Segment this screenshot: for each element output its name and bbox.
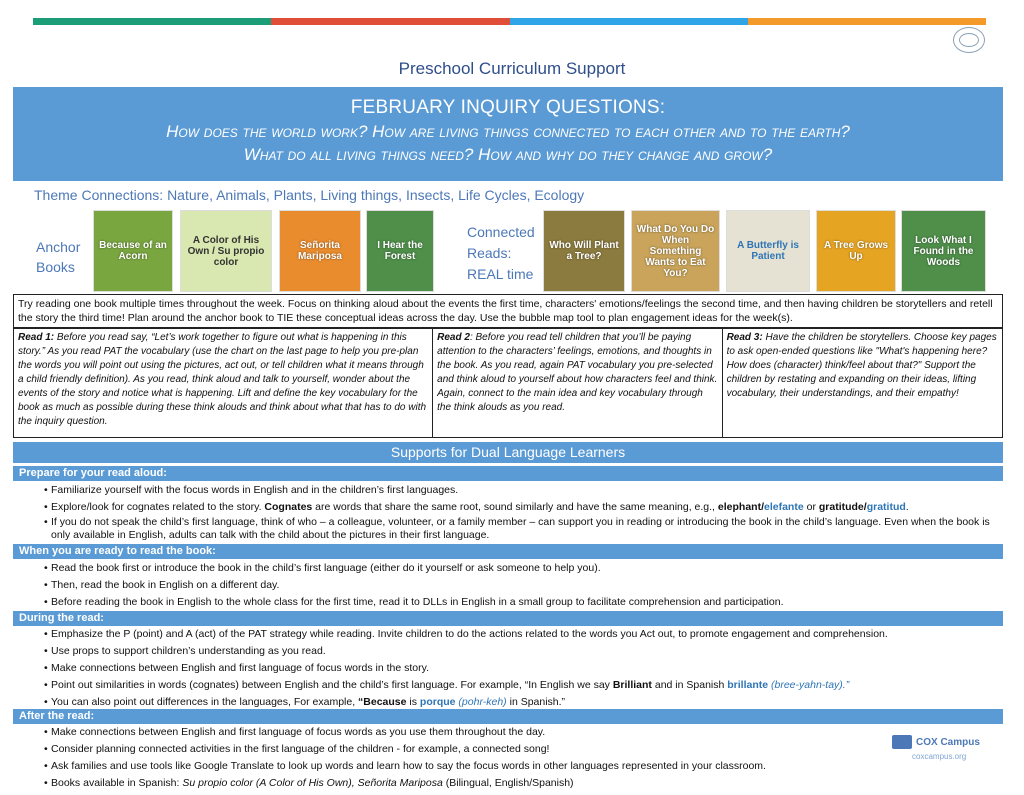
connected-label-line-1: Connected	[467, 224, 535, 240]
book-title: Who Will Plant a Tree?	[549, 240, 619, 262]
book-cover-plant-a-tree	[543, 210, 625, 292]
read-1-cell	[14, 329, 433, 437]
text-segment: Su propio color (A Color of His Own), Señorita Mariposa	[182, 777, 443, 789]
cox-campus-logo-icon	[892, 735, 912, 749]
theme-connections: Theme Connections: Nature, Animals, Plants, Living things, Insects, Life Cycles, Ecology	[34, 187, 585, 203]
text-segment: or	[803, 501, 819, 513]
prepare-header: Prepare for your read aloud:	[13, 466, 1003, 481]
banner-heading: FEBRUARY INQUIRY QUESTIONS:	[350, 97, 666, 118]
list-item	[46, 499, 1001, 516]
list-item: • If you do not speak the child’s first language, think of who – a colleague, volunteer, or a family member – can support you in reading or introducing the book in the child’s language. Even when the book is only available in English, adults can talk with the child about the pictures in their first language.	[46, 516, 1001, 542]
text-segment: and in Spanish	[651, 679, 728, 691]
intro-instructions: Try reading one book multiple times throughout the week. Focus on thinking aloud about the events the first time, characters' emotions/feelings the second time, and then having children be storytellers and retell the story the third time! Plan around the anchor book to TIE these conceptual ideas across the day. Use the bubble map tool to plan engagement ideas for the week(s).	[13, 294, 1003, 328]
list-item: • Read the book first or introduce the book in the child’s first language (either do it yourself or ask someone to help you).	[46, 560, 1001, 577]
logo-text: COX Campus	[916, 736, 980, 748]
read-1-text: Before you read say, “Let’s work together to figure out what is happening in this story.” As you read PAT the vocabulary (use the chart on the last page to help you pre-plan the words you will point out using the pictures, act out, or tell children what it means through a child friendly definition). As you read, think aloud and talk to yourself, wonder about the events of the story and notice what is happening. Lift and define the key vocabulary for the book as much as possible during these think alouds and think about what that has to do with the inquiry question.	[18, 332, 427, 427]
ready-list	[46, 560, 1001, 611]
connected-label-line-2: Reads:	[467, 245, 512, 261]
anchor-label-line-1: Anchor	[36, 239, 81, 255]
during-header: During the read:	[13, 611, 1003, 626]
text-segment: (pohr-keh)	[455, 696, 507, 708]
read-3-cell	[723, 329, 1002, 437]
list-item: • Ask families and use tools like Google Translate to look up words and learn how to say the focus words in other languages represented in your classroom.	[46, 758, 1001, 775]
text-segment: gratitude/	[818, 501, 867, 513]
book-title: Señorita Mariposa	[298, 240, 342, 262]
page-title: Preschool Curriculum Support	[398, 59, 626, 78]
bar-segment-orange	[748, 18, 986, 25]
book-title: What Do You Do When Something Wants to Eat You?	[636, 223, 715, 279]
book-title: Because of an Acorn	[99, 240, 167, 262]
text-segment: in Spanish.”	[506, 696, 566, 708]
list-item	[46, 775, 1001, 792]
school-seal-icon	[953, 27, 985, 53]
read-3-label: Read 3:	[726, 332, 763, 343]
read-3-text: Have the children be storytellers. Choose key pages to ask open-ended questions like "What's happening here? How does (character) think/feel about that?" Support the children by restating and expanding on their ideas, lifting vocabulary, their understandings, and their empathy!	[726, 332, 997, 399]
book-title: A Color of His Own / Su propio color	[187, 234, 265, 268]
text-segment: Explore/look for cognates related to the story.	[51, 501, 265, 513]
book-title: I Hear the Forest	[377, 240, 423, 262]
list-item: • Make connections between English and first language of focus words in the story.	[46, 660, 1001, 677]
list-item: • Make connections between English and first language of focus words as you use them throughout the day.	[46, 724, 1001, 741]
reads-table	[13, 328, 1003, 438]
read-2-cell	[433, 329, 722, 437]
text-segment: brillante	[727, 679, 769, 691]
banner-question-2: What do all living things need? How and why do they change and grow?	[243, 145, 773, 164]
text-segment: Books available in Spanish:	[51, 777, 183, 789]
bar-segment-green	[33, 18, 271, 25]
book-cover-color-of-his-own	[180, 210, 272, 292]
after-list	[46, 724, 1001, 792]
text-segment: Cognates	[264, 501, 313, 513]
text-segment: You can also point out differences in the languages, For example,	[51, 696, 359, 708]
text-segment: “Because	[358, 696, 407, 708]
list-item: • Consider planning connected activities in the first language of the children - for example, a connected song!	[46, 741, 1001, 758]
book-cover-tree-grows-up	[816, 210, 896, 292]
book-cover-hear-the-forest	[366, 210, 434, 292]
connected-reads-label	[467, 222, 535, 285]
list-item: • Then, read the book in English on a different day.	[46, 577, 1001, 594]
book-cover-acorn	[93, 210, 173, 292]
read-2-label: Read 2	[437, 332, 470, 343]
bar-segment-blue	[510, 18, 748, 25]
ready-header: When you are ready to read the book:	[13, 544, 1003, 559]
book-cover-senorita-mariposa	[279, 210, 361, 292]
text-segment: porque	[419, 696, 456, 708]
anchor-books-label	[36, 237, 80, 277]
book-cover-eat-you	[631, 210, 720, 292]
list-item: • Use props to support children’s understanding as you read.	[46, 643, 1001, 660]
text-segment: is	[406, 696, 420, 708]
read-1-label: Read 1:	[18, 332, 55, 343]
inquiry-banner	[13, 87, 1003, 181]
logo-url: coxcampus.org	[912, 752, 967, 761]
book-cover-butterfly-patient	[726, 210, 810, 292]
text-segment: are words that share the same root, sound similarly and have the same meaning, e.g.,	[312, 501, 718, 513]
text-segment: .	[905, 501, 909, 513]
banner-question-1: How does the world work? How are living things connected to each other and to the earth?	[166, 122, 850, 141]
bar-segment-red	[271, 18, 509, 25]
text-segment: Point out similarities in words (cognates) between English and the child’s first language. For example, “In English we say	[51, 679, 613, 691]
text-segment: elefante	[764, 501, 804, 513]
book-title: A Tree Grows Up	[823, 240, 889, 262]
read-2-text: : Before you read tell children that you’ll be paying attention to the characters’ feelings, emotions, and thoughts in the book. As you read, again PAT vocabulary you pre-selected and think aloud to yourself about how characters feel and think. Again, connect to the main idea and key vocabulary through the think alouds as you read.	[437, 332, 718, 413]
book-title: Look What I Found in the Woods	[913, 234, 974, 268]
text-segment: gratitud	[866, 501, 906, 513]
list-item: • Emphasize the P (point) and A (act) of the PAT strategy while reading. Invite children to do the actions related to the words you Act out, to promote engagement and comprehension.	[46, 626, 1001, 643]
dll-section-title: Supports for Dual Language Learners	[13, 442, 1003, 463]
list-item: • Familiarize yourself with the focus words in English and in the children’s first languages.	[46, 482, 1001, 499]
text-segment: (Bilingual, English/Spanish)	[442, 777, 574, 789]
connected-label-line-3: REAL time	[467, 266, 534, 282]
top-color-bar	[33, 18, 986, 25]
during-list	[46, 626, 1001, 711]
text-segment: Brilliant	[612, 679, 652, 691]
list-item	[46, 677, 1001, 694]
cox-campus-logo	[892, 735, 980, 749]
after-header: After the read:	[13, 709, 1003, 724]
text-segment: elephant/	[717, 501, 764, 513]
book-cover-look-what-i-found	[901, 210, 986, 292]
anchor-label-line-2: Books	[36, 259, 75, 275]
prepare-list	[46, 482, 1001, 542]
list-item: • Before reading the book in English to the whole class for the first time, read it to DLLs in English in a small group to facilitate comprehension and participation.	[46, 594, 1001, 611]
book-title: A Butterfly is Patient	[737, 240, 799, 262]
text-segment: (bree-yahn-tay).”	[768, 679, 850, 691]
